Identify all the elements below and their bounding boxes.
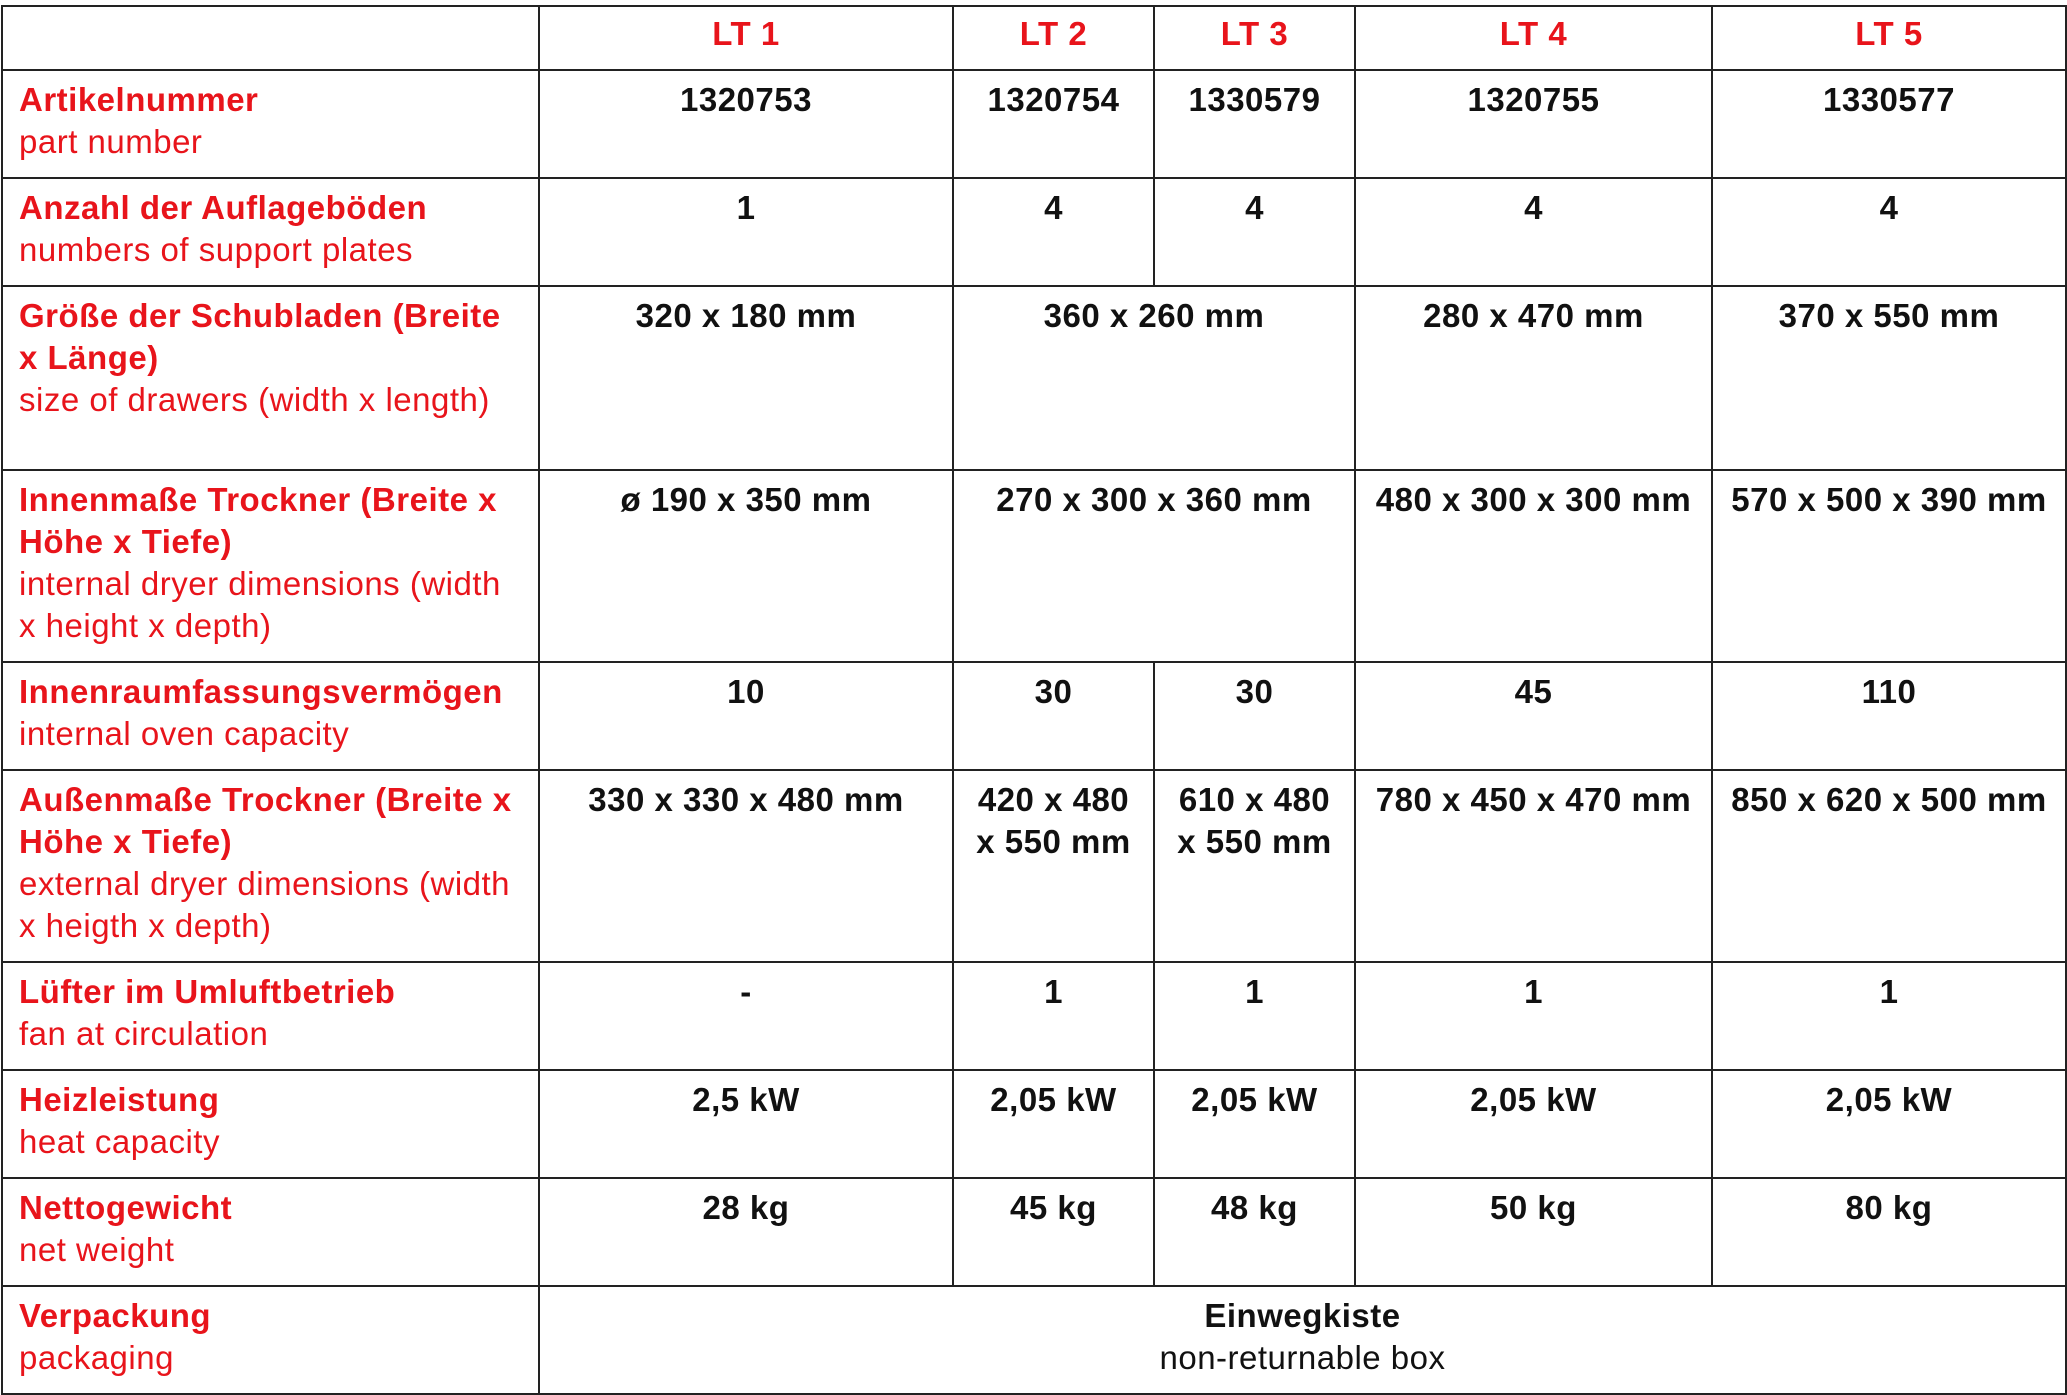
table-cell: 48 kg (1154, 1178, 1355, 1286)
column-header-lt1: LT 1 (539, 6, 953, 70)
table-row-net-weight (2, 1178, 2066, 1286)
table-cell: 2,5 kW (539, 1070, 953, 1178)
table-cell: 780 x 450 x 470 mm (1355, 770, 1712, 962)
column-header-lt2: LT 2 (953, 6, 1154, 70)
table-cell: 480 x 300 x 300 mm (1355, 470, 1712, 662)
table-cell: 1320755 (1355, 70, 1712, 178)
column-header-lt4: LT 4 (1355, 6, 1712, 70)
table-cell: 360 x 260 mm (953, 286, 1355, 470)
table-cell: 30 (953, 662, 1154, 770)
corner-cell (2, 6, 539, 70)
table-row-fan (2, 962, 2066, 1070)
row-label (2, 178, 539, 286)
table-cell: 2,05 kW (1355, 1070, 1712, 1178)
label-en: heat capacity (19, 1123, 220, 1160)
row-label (2, 470, 539, 662)
row-label (2, 286, 539, 470)
header-row (2, 6, 2066, 70)
column-header-lt3: LT 3 (1154, 6, 1355, 70)
table-cell: 2,05 kW (1154, 1070, 1355, 1178)
label-en: internal dryer dimensions (width x height x depth) (19, 565, 501, 644)
table-cell: ø 190 x 350 mm (539, 470, 953, 662)
packaging-cell (539, 1286, 2066, 1394)
table-row-oven-capacity (2, 662, 2066, 770)
label-en: numbers of support plates (19, 231, 414, 268)
packaging-value-en: non-returnable box (1159, 1339, 1446, 1376)
table-cell: 1 (1355, 962, 1712, 1070)
label-de: Nettogewicht (19, 1189, 233, 1226)
label-de: Innenmaße Trockner (Breite x Höhe x Tiefe) (19, 481, 497, 560)
label-en: size of drawers (width x length) (19, 381, 490, 418)
table-cell: 850 x 620 x 500 mm (1712, 770, 2066, 962)
label-de: Größe der Schubladen (Breite x Länge) (19, 297, 501, 376)
table-cell: 30 (1154, 662, 1355, 770)
spec-table (1, 5, 2067, 1395)
label-de: Außenmaße Trockner (Breite x Höhe x Tiefe) (19, 781, 512, 860)
label-en: net weight (19, 1231, 175, 1268)
table-cell: - (539, 962, 953, 1070)
table-cell: 4 (1154, 178, 1355, 286)
label-de: Heizleistung (19, 1081, 220, 1118)
row-label (2, 962, 539, 1070)
row-label (2, 770, 539, 962)
table-cell: 50 kg (1355, 1178, 1712, 1286)
table-cell: 1 (1712, 962, 2066, 1070)
table-row-heat-capacity (2, 1070, 2066, 1178)
table-row-packaging (2, 1286, 2066, 1394)
row-label (2, 70, 539, 178)
label-en: internal oven capacity (19, 715, 350, 752)
table-cell: 45 kg (953, 1178, 1154, 1286)
table-cell: 270 x 300 x 360 mm (953, 470, 1355, 662)
table-cell: 330 x 330 x 480 mm (539, 770, 953, 962)
table-row-drawer-size (2, 286, 2066, 470)
table-cell: 1320753 (539, 70, 953, 178)
row-label (2, 1070, 539, 1178)
table-cell: 80 kg (1712, 1178, 2066, 1286)
table-cell: 2,05 kW (953, 1070, 1154, 1178)
table-cell: 370 x 550 mm (1712, 286, 2066, 470)
label-en: fan at circulation (19, 1015, 269, 1052)
table-cell: 280 x 470 mm (1355, 286, 1712, 470)
table-cell: 28 kg (539, 1178, 953, 1286)
column-header-lt5: LT 5 (1712, 6, 2066, 70)
table-cell: 1 (953, 962, 1154, 1070)
table-cell: 1330579 (1154, 70, 1355, 178)
table-cell: 4 (1712, 178, 2066, 286)
row-label (2, 662, 539, 770)
row-label (2, 1286, 539, 1394)
table-cell: 420 x 480 x 550 mm (953, 770, 1154, 962)
table-cell: 1 (539, 178, 953, 286)
label-en: packaging (19, 1339, 174, 1376)
label-de: Artikelnummer (19, 81, 259, 118)
table-cell: 320 x 180 mm (539, 286, 953, 470)
label-de: Anzahl der Auflageböden (19, 189, 428, 226)
packaging-value-de: Einwegkiste (1204, 1297, 1401, 1334)
table-cell: 570 x 500 x 390 mm (1712, 470, 2066, 662)
table-cell: 1320754 (953, 70, 1154, 178)
row-label (2, 1178, 539, 1286)
table-row-support-plates (2, 178, 2066, 286)
table-row-external-dimensions (2, 770, 2066, 962)
label-en: part number (19, 123, 203, 160)
label-de: Innenraumfassungsvermögen (19, 673, 503, 710)
table-cell: 45 (1355, 662, 1712, 770)
table-cell: 1330577 (1712, 70, 2066, 178)
table-cell: 110 (1712, 662, 2066, 770)
table-cell: 4 (1355, 178, 1712, 286)
table-cell: 610 x 480 x 550 mm (1154, 770, 1355, 962)
table-cell: 1 (1154, 962, 1355, 1070)
label-de: Lüfter im Umluftbetrieb (19, 973, 396, 1010)
table-cell: 4 (953, 178, 1154, 286)
label-en: external dryer dimensions (width x heigth x depth) (19, 865, 511, 944)
table-cell: 2,05 kW (1712, 1070, 2066, 1178)
table-row-part-number (2, 70, 2066, 178)
label-de: Verpackung (19, 1297, 212, 1334)
table-cell: 10 (539, 662, 953, 770)
table-row-internal-dimensions (2, 470, 2066, 662)
